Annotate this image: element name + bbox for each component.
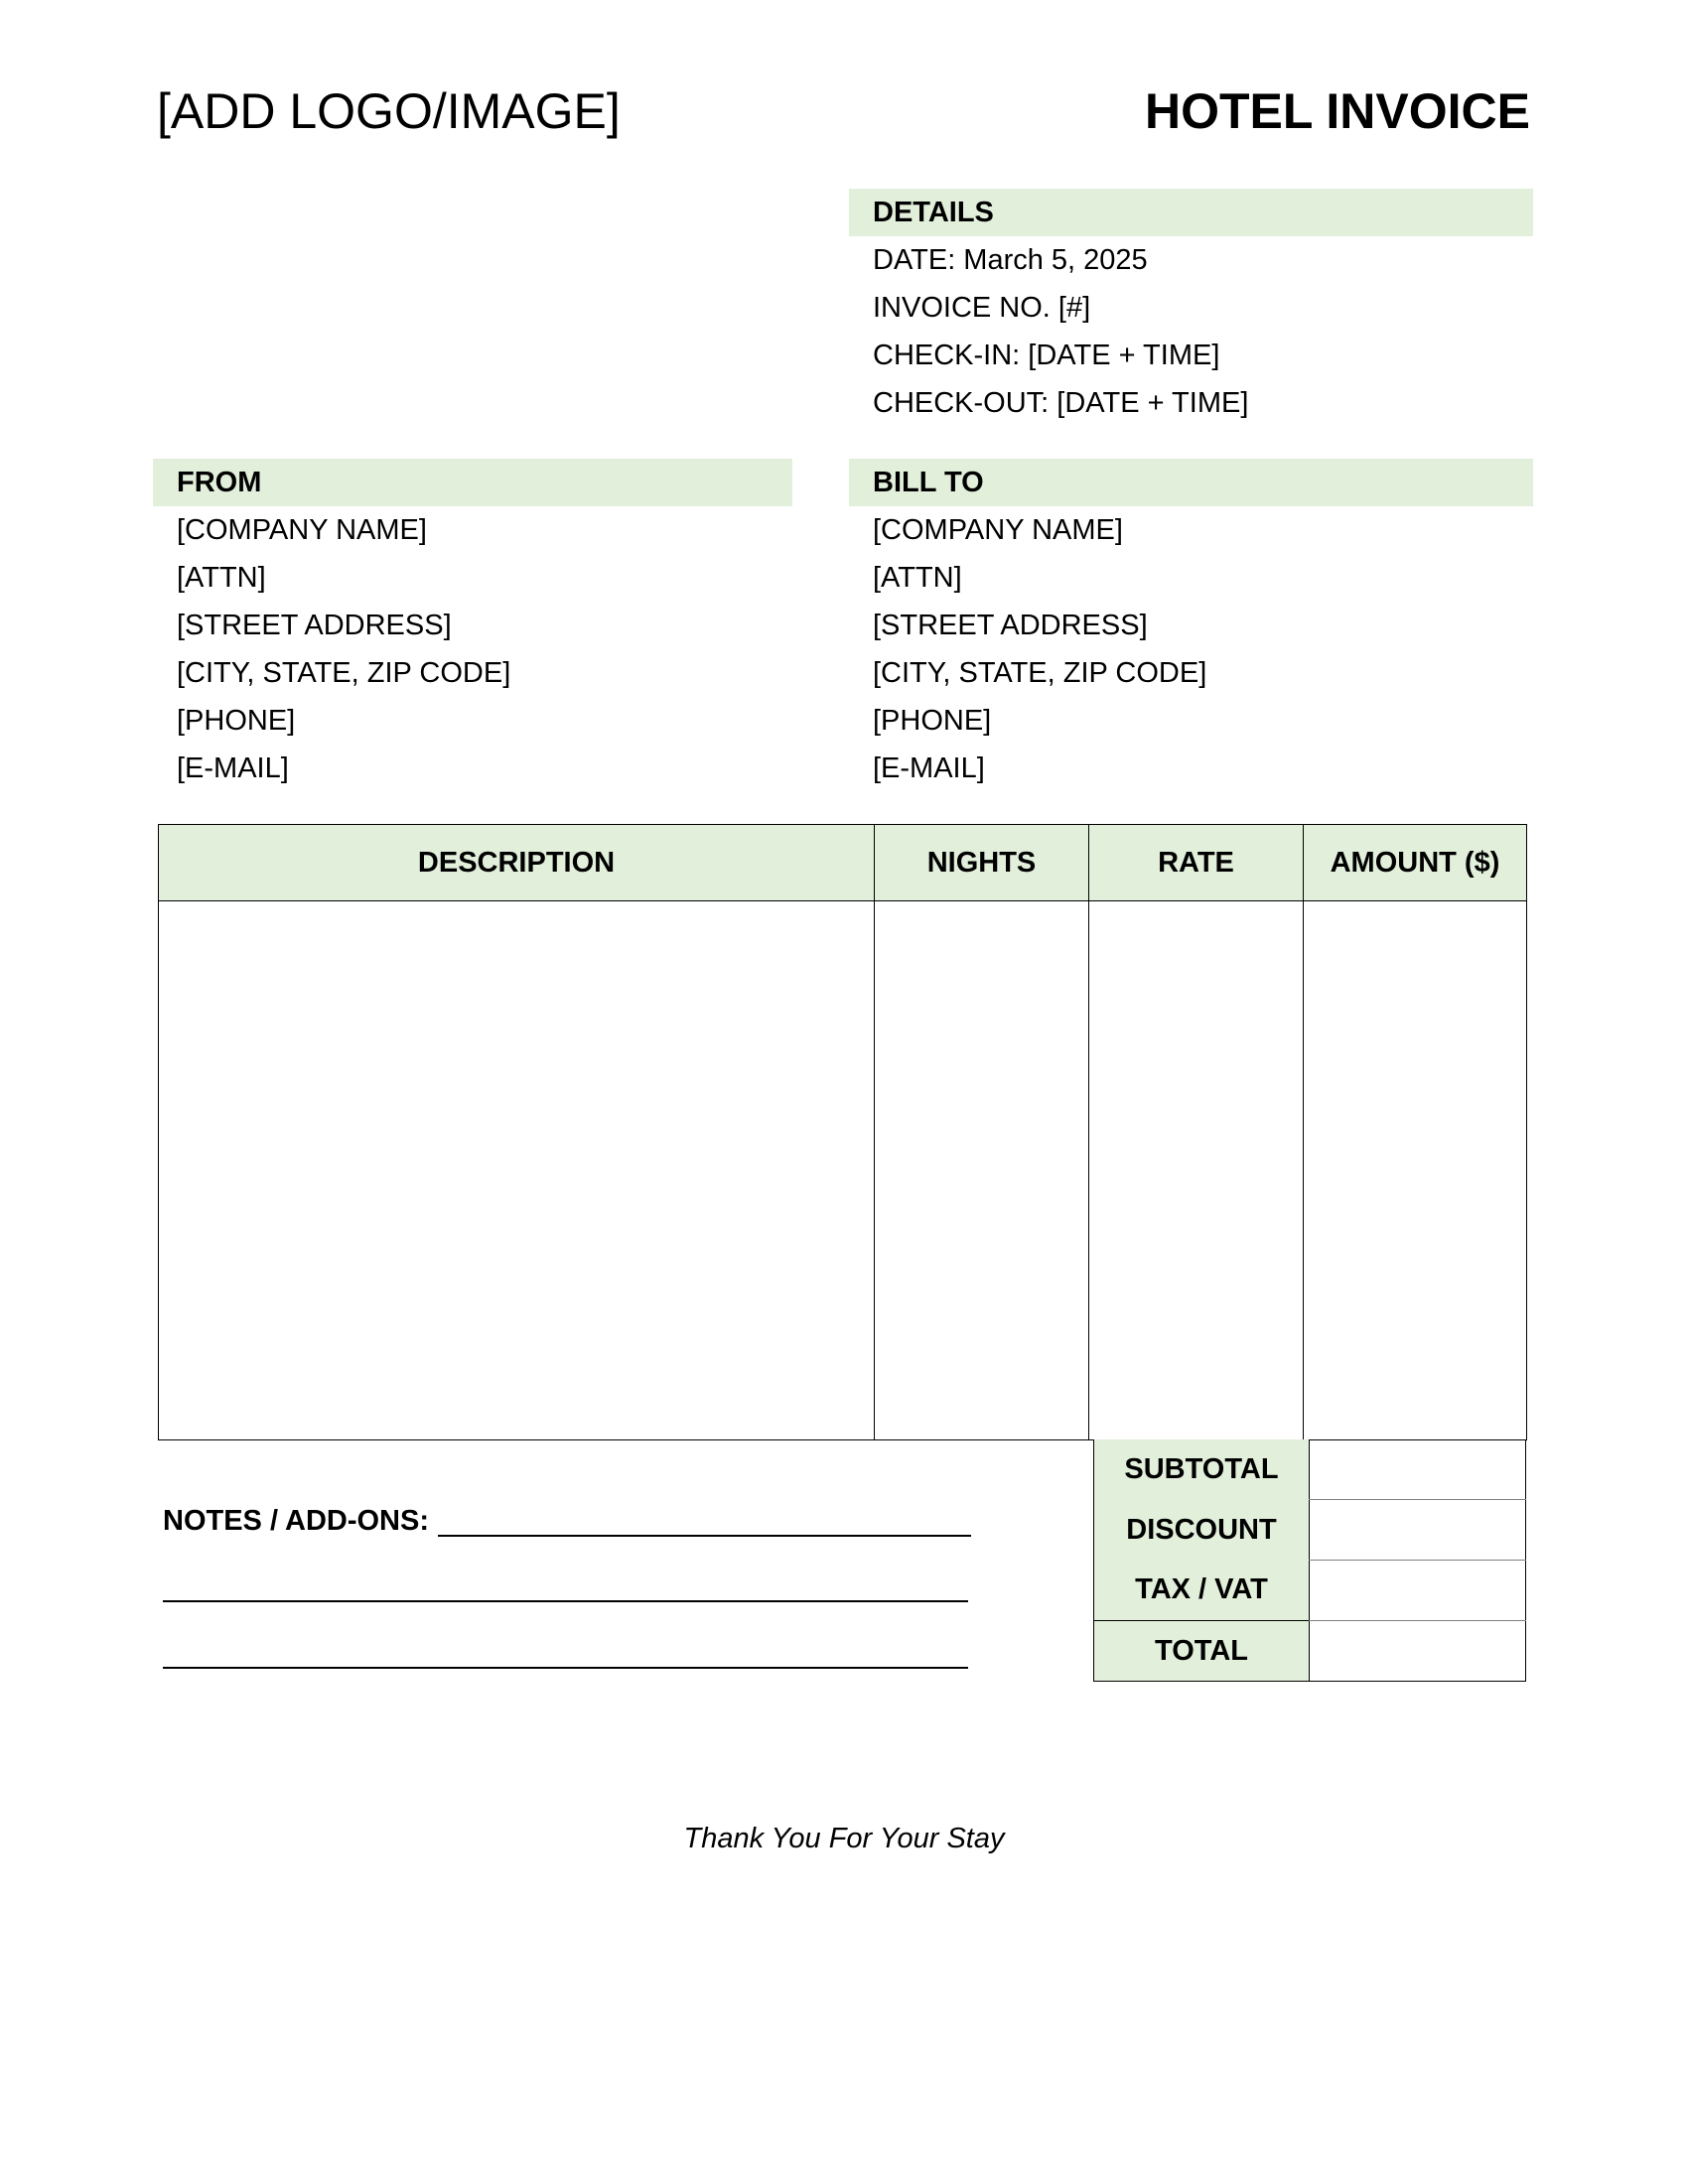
- from-phone: [PHONE]: [177, 705, 296, 737]
- subtotal-value[interactable]: [1310, 1439, 1526, 1500]
- amount-cell[interactable]: [1304, 901, 1527, 1440]
- column-header-nights: NIGHTS: [875, 825, 1089, 901]
- thank-you-message: Thank You For Your Stay: [683, 1823, 1005, 1854]
- notes-line-3[interactable]: [163, 1667, 968, 1669]
- column-header-description: DESCRIPTION: [159, 825, 875, 901]
- from-company-name: [COMPANY NAME]: [177, 514, 427, 546]
- description-cell[interactable]: [159, 901, 875, 1440]
- column-header-rate: RATE: [1089, 825, 1304, 901]
- invoice-title: HOTEL INVOICE: [1144, 83, 1530, 139]
- from-attn: [ATTN]: [177, 562, 266, 594]
- details-invoice-number: INVOICE NO. [#]: [873, 292, 1091, 324]
- discount-row: [1094, 1500, 1526, 1561]
- from-city-state-zip: [CITY, STATE, ZIP CODE]: [177, 657, 511, 689]
- notes-line-2[interactable]: [163, 1600, 968, 1602]
- bill-to-city-state-zip: [CITY, STATE, ZIP CODE]: [873, 657, 1207, 689]
- rate-cell[interactable]: [1089, 901, 1304, 1440]
- details-heading: DETAILS: [873, 197, 994, 228]
- details-heading-bar: [849, 189, 1533, 236]
- bill-to-phone: [PHONE]: [873, 705, 992, 737]
- total-row: [1094, 1621, 1526, 1682]
- bill-to-company-name: [COMPANY NAME]: [873, 514, 1123, 546]
- tax-row: [1094, 1561, 1526, 1621]
- column-header-amount: AMOUNT ($): [1304, 825, 1527, 901]
- from-heading-bar: [153, 459, 792, 506]
- tax-vat-label: TAX / VAT: [1094, 1561, 1310, 1621]
- discount-value[interactable]: [1310, 1500, 1526, 1561]
- from-street-address: [STREET ADDRESS]: [177, 610, 452, 641]
- subtotal-row: [1094, 1439, 1526, 1500]
- bill-to-attn: [ATTN]: [873, 562, 962, 594]
- total-value[interactable]: [1310, 1621, 1526, 1682]
- bill-to-street-address: [STREET ADDRESS]: [873, 610, 1148, 641]
- from-heading: FROM: [177, 467, 262, 498]
- details-date: DATE: March 5, 2025: [873, 244, 1148, 276]
- items-header-row: [159, 825, 1527, 901]
- items-table: [158, 824, 1527, 1440]
- bill-to-heading: BILL TO: [873, 467, 984, 498]
- notes-line-1[interactable]: [438, 1535, 971, 1537]
- notes-label: NOTES / ADD-ONS:: [163, 1505, 429, 1537]
- tax-vat-value[interactable]: [1310, 1561, 1526, 1621]
- bill-to-email: [E-MAIL]: [873, 752, 985, 784]
- details-check-out: CHECK-OUT: [DATE + TIME]: [873, 387, 1249, 419]
- from-email: [E-MAIL]: [177, 752, 289, 784]
- subtotal-label: SUBTOTAL: [1094, 1439, 1310, 1500]
- table-row: [159, 901, 1527, 1440]
- nights-cell[interactable]: [875, 901, 1089, 1440]
- totals-table: [1093, 1439, 1526, 1682]
- discount-label: DISCOUNT: [1094, 1500, 1310, 1561]
- logo-placeholder: [ADD LOGO/IMAGE]: [157, 83, 621, 139]
- details-check-in: CHECK-IN: [DATE + TIME]: [873, 340, 1220, 371]
- bill-to-heading-bar: [849, 459, 1533, 506]
- total-label: TOTAL: [1094, 1621, 1310, 1682]
